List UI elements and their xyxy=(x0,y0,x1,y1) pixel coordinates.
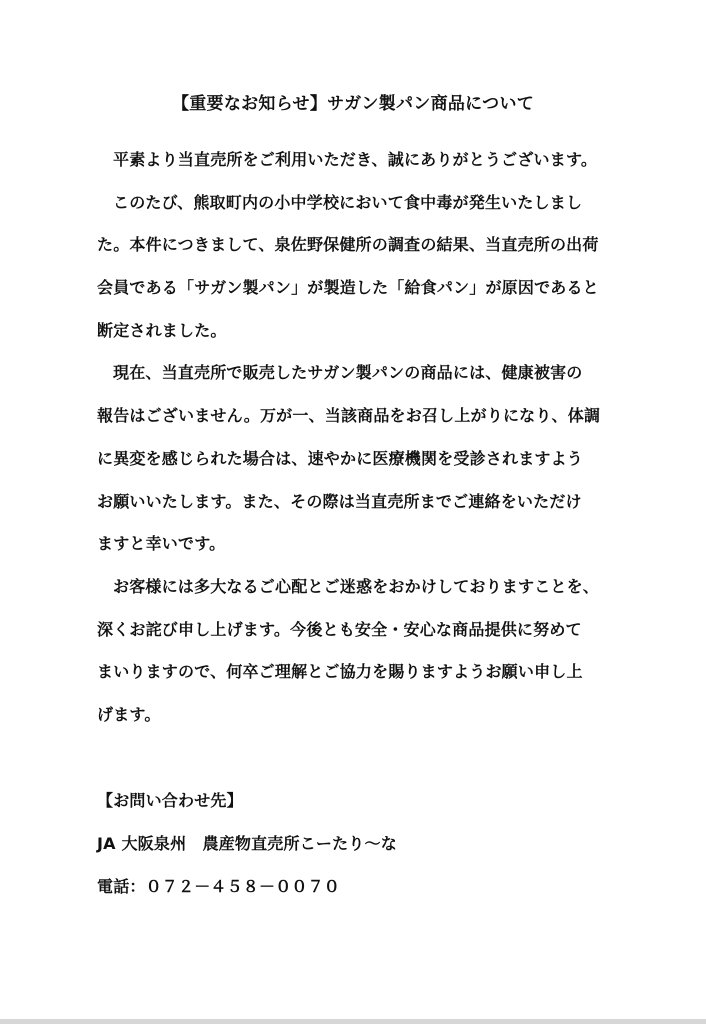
bottom-scroll-edge xyxy=(0,1019,706,1024)
document-body xyxy=(97,148,627,746)
paragraph-3-line-3: に異変を感じられた場合は、速やかに医療機関を受診されますよう xyxy=(97,448,584,468)
paragraph-2-line-2: た。本件につきまして、泉佐野保健所の調査の結果、当直売所の出荷 xyxy=(97,235,599,255)
paragraph-3-line-2: 報告はございません。万が一、当該商品をお召し上がりになり、体調 xyxy=(97,406,601,426)
contact-phone: 電話：０７２－４５８－００７０ xyxy=(97,877,341,896)
paragraph-1-line-1: 平素より当直売所をご利用いただき、誠にありがとうございます。 xyxy=(113,150,598,169)
paragraph-2-line-1: このたび、熊取町内の小中学校において食中毒が発生いたしまし xyxy=(113,192,583,212)
paragraph-3-line-4: お願いいたします。また、その際は当直売所までご連絡をいただけ xyxy=(97,491,582,511)
paragraph-3-line-1: 現在、当直売所で販売したサガン製パンの商品には、健康被害の xyxy=(113,363,583,383)
contact-organization: JA 大阪泉州 農産物直売所こーたり～な xyxy=(97,834,397,853)
document-title: 【重要なお知らせ】サガン製パン商品について xyxy=(171,94,535,114)
contact-heading: 【お問い合わせ先】 xyxy=(97,791,243,810)
paragraph-2-line-4: 断定されました。 xyxy=(97,320,227,340)
paragraph-3-line-5: ますと幸いです。 xyxy=(97,534,226,554)
paragraph-4-line-1: お客様には多大なるご心配とご迷惑をおかけしておりますことを、 xyxy=(113,576,600,596)
contact-section xyxy=(97,789,627,918)
paragraph-2-line-3: 会員である「サガン製パン」が製造した「給食パン」が原因であると xyxy=(97,278,599,298)
paragraph-4-line-2: 深くお詫び申し上げます。今後とも安全・安心な商品提供に努めて xyxy=(97,619,582,639)
paragraph-4-line-4: げます。 xyxy=(97,704,161,724)
paragraph-4-line-3: まいりますので、何卒ご理解とご協力を賜りますようお願い申し上 xyxy=(97,662,583,682)
